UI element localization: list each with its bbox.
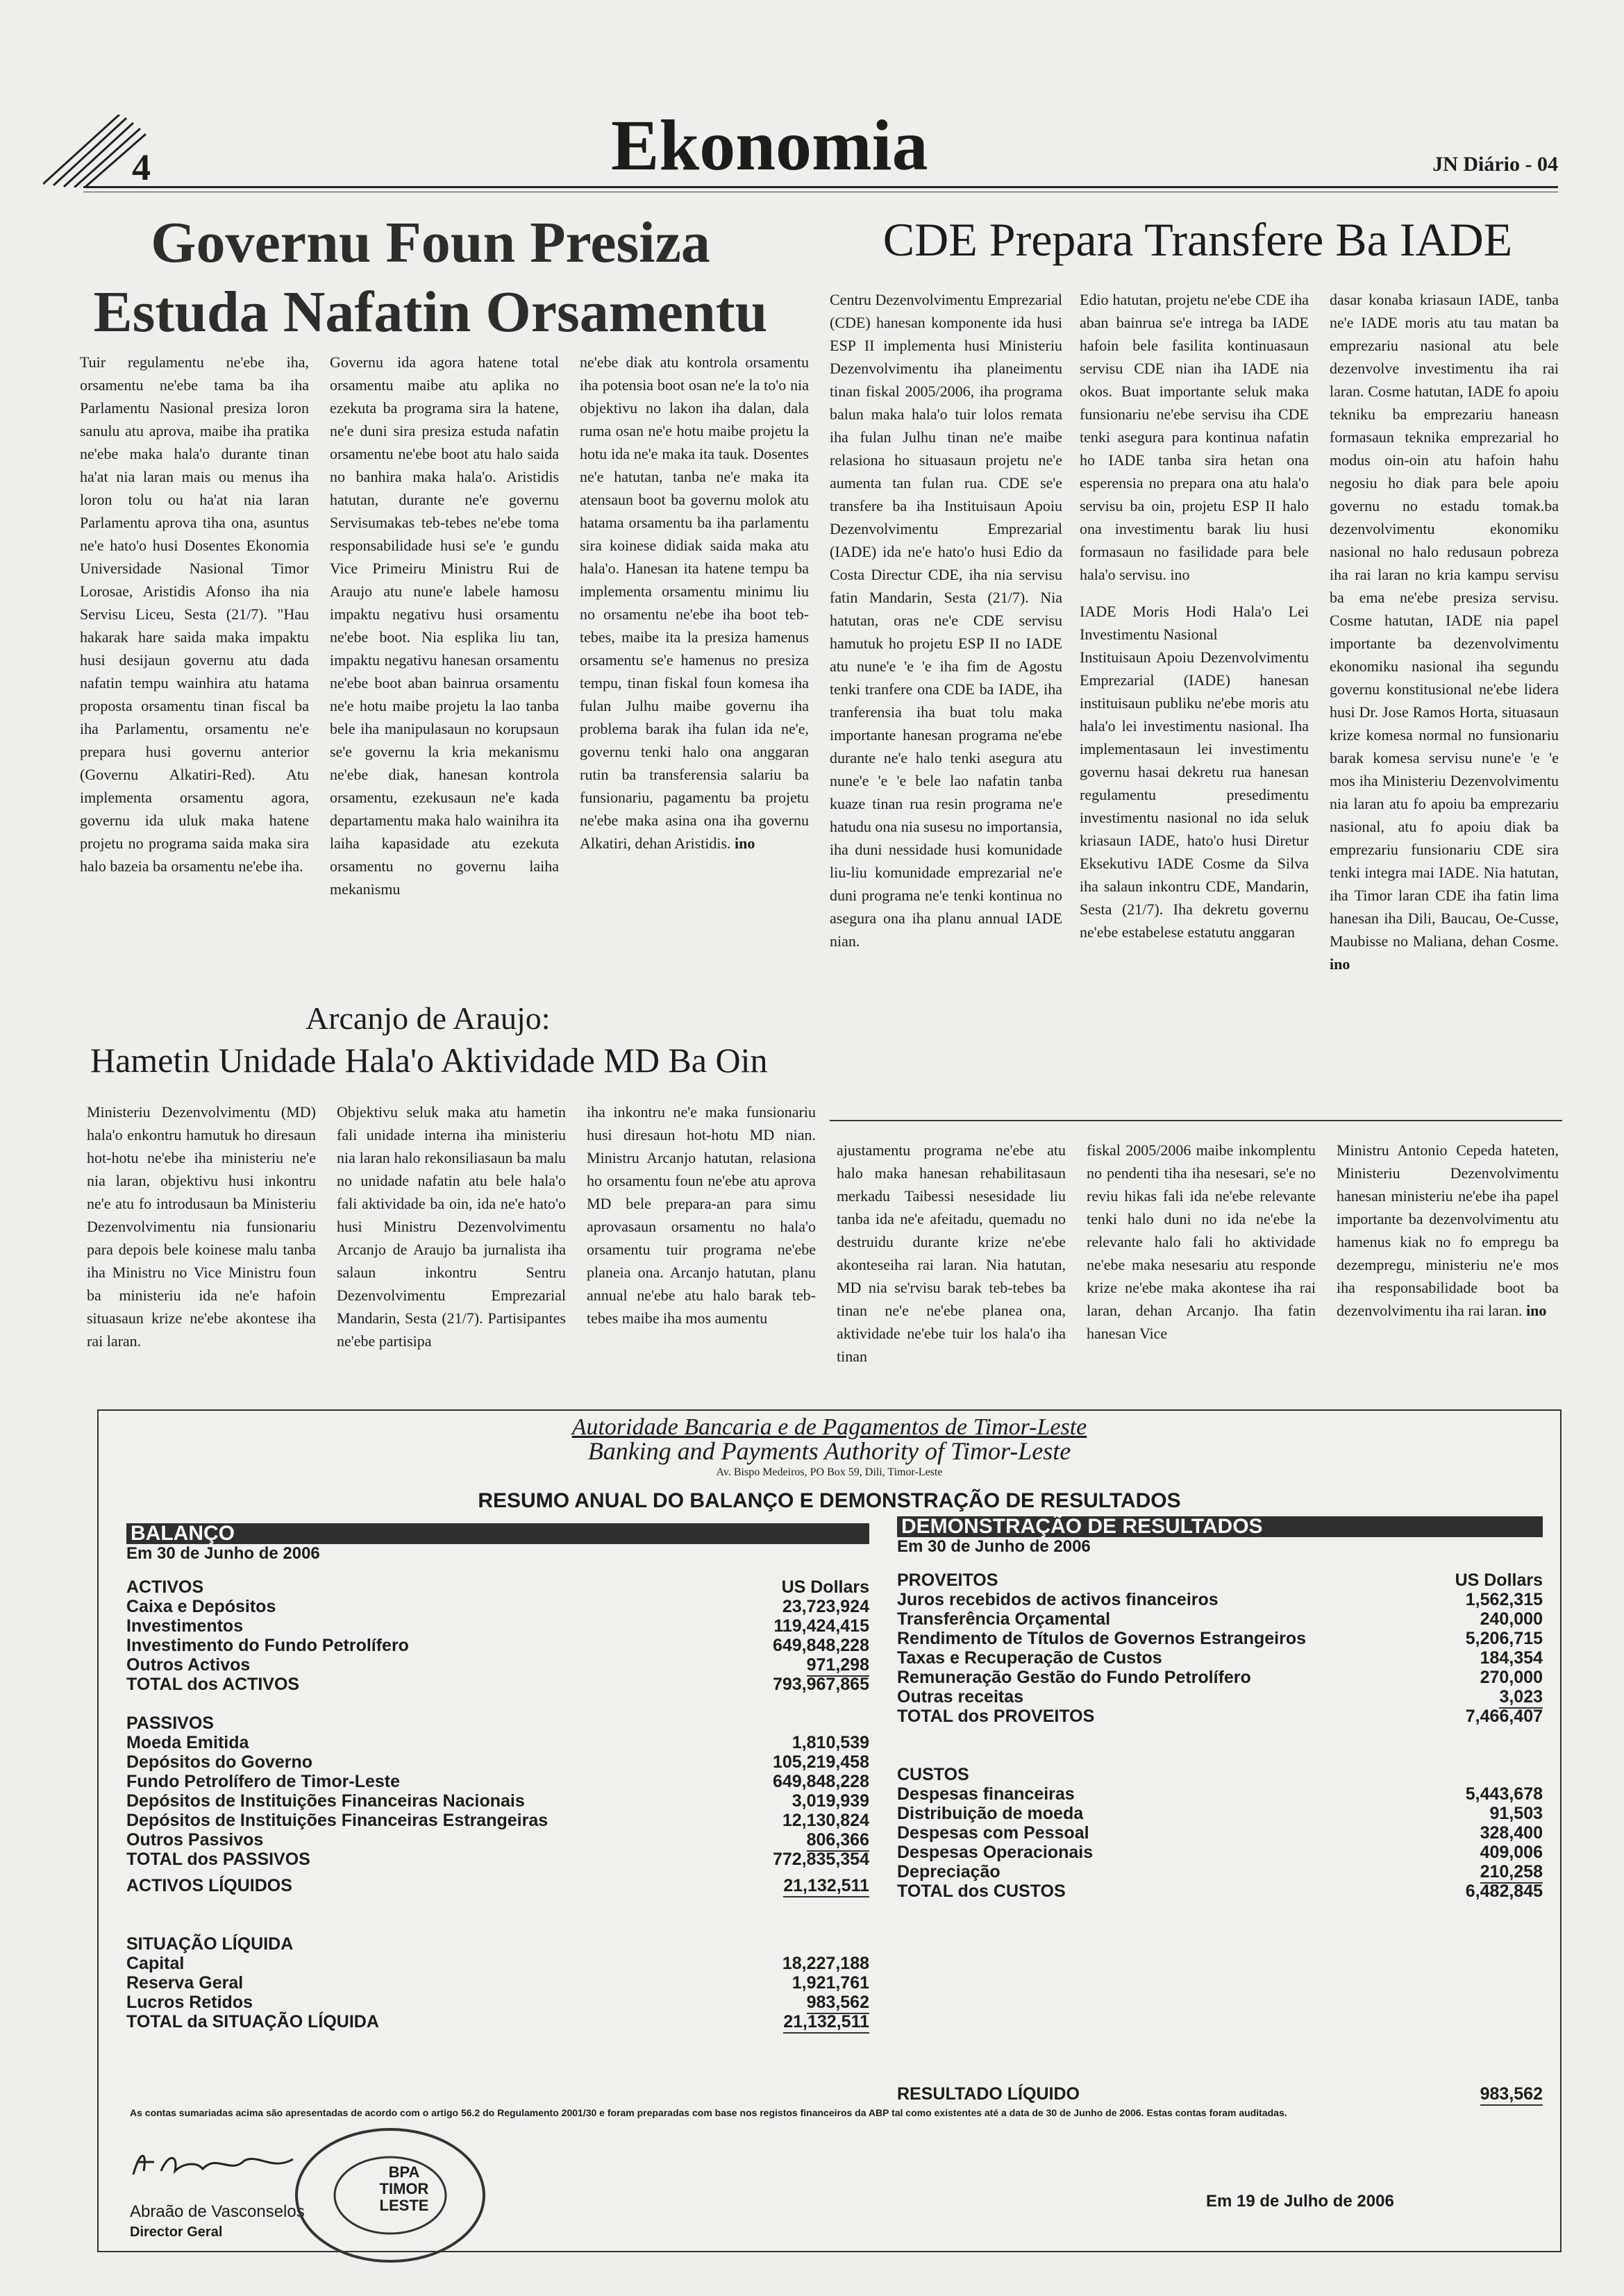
body-text: ne'ebe diak atu kontrola orsamentu iha potensia boot osan ne'e la to'o nia objektivu no lakon iha dalan, dala ruma osan ne'e hotu maibe projetu la hotu ida ne'e maka ita tauk. Dosentes ne'e hatutan, tanba ne'e maka ita atensaun boot ba governu molok atu hatama orsamentu ba iha parlamentu sira koinese didiak saida maka atu hala'o. Hanesan ita hatene tempu ba implementa orsamentu minimu liu no orsamentu ne'ebe iha boot teb-tebes, maibe ita la presiza hamenus orsamentu se'e hamenus no presiza tempu, tinan fiskal foun komesa iha fulan Julhu maibe governu iha problema barak iha fulan ida ne'e, governu tenki halo ona anggaran rutin ba transferensia salariu ba funsionariu, pagamentu ba projetu ne'ebe maka asina ona iha governu Alkatiri, dehan Aristidis.	[580, 353, 809, 852]
row-label: CUSTOS	[897, 1765, 969, 1784]
article3-column-1	[87, 1100, 316, 1352]
bank-address: Av. Bispo Medeiros, PO Box 59, Dili, Timor-Leste	[716, 1466, 943, 1478]
row-label: Lucros Retidos	[126, 1993, 253, 2012]
row-label: Depósitos de Instituições Financeiras Nacionais	[126, 1791, 525, 1811]
statement-row	[126, 1973, 869, 1993]
row-label: Despesas com Pessoal	[897, 1823, 1089, 1843]
total-row	[126, 2012, 869, 2031]
signatory-name: Abraão de Vasconselos	[130, 2202, 305, 2221]
row-value: 971,298	[807, 1655, 869, 1677]
article3-headline-line-1: Arcanjo de Araujo:	[305, 1000, 551, 1036]
income-table	[897, 1570, 1543, 2119]
row-label: Rendimento de Títulos de Governos Estrangeiros	[897, 1629, 1306, 1648]
balance-date: Em 30 de Junho de 2006	[126, 1544, 320, 1563]
row-label: Investimento do Fundo Petrolífero	[126, 1636, 409, 1655]
row-value: 649,848,228	[772, 1636, 869, 1655]
row-value: 6,482,845	[1465, 1882, 1543, 1901]
statement-row	[126, 1655, 869, 1675]
statement-row	[126, 1830, 869, 1850]
statement-row	[126, 1616, 869, 1636]
row-label: ACTIVOS LÍQUIDOS	[126, 1876, 292, 1895]
total-row	[897, 2084, 1543, 2104]
row-value: 7,466,407	[1465, 1707, 1543, 1726]
row-value: 983,562	[1480, 2084, 1543, 2106]
row-value: 12,130,824	[782, 1811, 869, 1830]
row-label: TOTAL dos PROVEITOS	[897, 1707, 1095, 1726]
statement-note: As contas sumariadas acima são apresentadas de acordo com o artigo 56.2 do Regulamento 2001/30 e foram preparadas com base nos registos financeiros da ABP tal como existentes até a data de 30 de Junho de 2006. Estas contas foram auditadas.	[130, 2107, 1287, 2118]
row-value: 772,835,354	[772, 1850, 869, 1869]
row-label: TOTAL dos CUSTOS	[897, 1882, 1066, 1901]
statement-row	[897, 1804, 1543, 1823]
article2-column-1	[830, 288, 1062, 953]
row-value: US Dollars	[1455, 1570, 1543, 1590]
signing-date: Em 19 de Julho de 2006	[1206, 2192, 1394, 2211]
article3-column-6	[1337, 1139, 1559, 1322]
row-value: 3,019,939	[792, 1791, 869, 1811]
row-label: Depósitos do Governo	[126, 1752, 313, 1772]
statement-row	[126, 1752, 869, 1772]
signoff: ino	[735, 835, 755, 852]
row-label: Distribuição de moeda	[897, 1804, 1084, 1823]
row-label: PROVEITOS	[897, 1570, 998, 1590]
statement-row	[126, 1772, 869, 1791]
article1-column-2	[330, 351, 559, 900]
bank-name-pt: Autoridade Bancaria e de Pagamentos de Timor-Leste	[571, 1414, 1087, 1440]
body-text: Instituisaun Apoiu Dezenvolvimentu Emprezarial (IADE) hanesan instituisaun publiku ne'ebe moris atu hala'o lei investimentu nasional. Iha implementasaun lei investimentu governu hasai dekretu rua hanesan regulamentu presedimentu investimentu nasional no ida seluk kriasaun IADE, hato'o husi Diretur Eksekutivu IADE Cosme da Silva iha salaun inkontru CDE, Mandarin, Sesta (21/7). Iha dekretu governu ne'ebe estabelese estatutu anggaran	[1080, 648, 1309, 941]
article3-column-4	[837, 1139, 1066, 1368]
article3-column-2	[337, 1100, 566, 1352]
section-header-row	[897, 1765, 1543, 1784]
article3-column-3	[587, 1100, 816, 1330]
article2-headline: CDE Prepara Transfere Ba IADE	[882, 213, 1513, 266]
article1-column-3	[580, 351, 809, 855]
section-header-row	[126, 1713, 869, 1733]
body-text: iha inkontru ne'e maka funsionariu husi diresaun hot-hotu MD nian. Ministru Arcanjo hatutan, relasiona ho orsamentu foun ne'ebe atu aprova MD bele prepara-an para simu aprovasaun orsamentu no hala'o orsamentu tuir programa ne'ebe planeia ona. Arcanjo hatutan, planu annual ne'ebe atu halo barak teb-tebes maibe iha mos aumentu	[587, 1103, 816, 1327]
row-label: PASSIVOS	[126, 1713, 214, 1733]
row-label: TOTAL dos PASSIVOS	[126, 1850, 310, 1869]
row-label: Transferência Orçamental	[897, 1609, 1111, 1629]
header-rule	[83, 186, 1558, 188]
article2-column-3	[1330, 288, 1559, 975]
row-value: 1,562,315	[1465, 1590, 1543, 1609]
row-value: 983,562	[807, 1993, 869, 2014]
row-value: 793,967,865	[772, 1675, 869, 1694]
statement-row	[126, 1733, 869, 1752]
row-label: Investimentos	[126, 1616, 244, 1636]
income-date: Em 30 de Junho de 2006	[897, 1537, 1091, 1556]
statement-row	[897, 1687, 1543, 1707]
body-text: Centru Dezenvolvimentu Emprezarial (CDE) hanesan komponente ida husi ESP II implementa husi Ministeriu Dezenvolvimentu iha planeimentu tinan fiskal 2005/2006, iha programa balun maka hala'o tuir lolos remata iha fulan Julhu tinan ne'e maibe relasiona ho situasaun projetu ne'e aumenta tan fulan rua. CDE se'e transfere ba iha Instituisaun Apoiu Dezenvolvimentu Emprezarial (IADE) ida ne'e hato'o husi Edio da Costa Directur CDE, iha nia servisu fatin Mandarin, Sesta (21/7). Nia hatutan, oras ne'e CDE servisu hamutuk ho projetu ESP II no IADE atu nune'e 'e 'e iha fim de Agostu tenki tranfere ona CDE ba IADE, iha tranferensia iha buat tolu maka importante hanesan programa ne'ebe durante ne'e halo tenki asegura atu nune'e 'e 'e bele lao nafatin tanba kuaze tinan rua resin programa ne'e hatudu ona nia susesu no importansia, iha duni nessidade husi komunidade liu-liu komunidade emprezarial ne'e duni programa ne'e tenki kontinua no asegura ona iha planu annual IADE nian.	[830, 291, 1062, 950]
issue-label: JN Diário - 04	[1432, 153, 1558, 176]
body-text: Tuir regulamentu ne'ebe iha, orsamentu ne'ebe tama ba iha Parlamentu Nasional presiza loron sanulu atu aprova, maibe iha pratika ne'ebe maka hala'o durante tinan ha'at nia laran mais ou menus iha loron tolu ou ha'at nia laran Parlamentu aprova tiha ona, asuntus ne'e hato'o husi Dosentes Ekonomia Universidade Nasional Timor Lorosae, Aristidis Afonso iha nia Servisu Liceu, Sesta (21/7). "Hau hakarak hare saida maka impaktu husi desijaun governu atu dada nafatin tempu wainhira atu hatama proposta orsamentu tinan fiscal ba iha Parlamentu, orsamentu ne'e prepara husi governu anterior (Governu Alkatiri-Red). Atu implementa orsamentu agora, governu ida uluk maka hatene projetu no programa saida maka sira halo bazeia ba orsamentu ne'ebe iha.	[80, 353, 309, 875]
statement-row	[897, 1629, 1543, 1648]
article1-column-1	[80, 351, 309, 878]
row-value: US Dollars	[781, 1577, 869, 1597]
statement-row	[897, 1609, 1543, 1629]
statement-row	[897, 1668, 1543, 1687]
row-label: Despesas financeiras	[897, 1784, 1075, 1804]
statement-row	[126, 1597, 869, 1616]
row-value: 18,227,188	[782, 1954, 869, 1973]
row-value: 649,848,228	[772, 1772, 869, 1791]
row-label: ACTIVOS	[126, 1577, 204, 1597]
page-number: 4	[132, 146, 151, 188]
row-value: 210,258	[1480, 1862, 1543, 1884]
total-row	[126, 1850, 869, 1869]
section-header-row	[126, 1934, 869, 1954]
statement-row	[897, 1784, 1543, 1804]
body-text: fiskal 2005/2006 maibe inkomplentu no pendenti tiha iha nesesari, se'e no reviu hikas fali ida ne'ebe relevante tenki halo duni no ida ne'ebe la relevante halo fali ho aktividade ne'ebe maka nesesariu atu responde krize ne'ebe maka akontese iha rai laran, dehan Arcanjo. Iha fatin hanesan Vice	[1087, 1141, 1316, 1342]
row-label: Depósitos de Instituições Financeiras Estrangeiras	[126, 1811, 549, 1830]
bank-name-en: Banking and Payments Authority of Timor-Leste	[587, 1437, 1071, 1465]
total-row	[897, 1882, 1543, 1901]
signoff: ino	[1526, 1302, 1547, 1319]
section-header-row	[897, 1570, 1543, 1590]
statement-row	[897, 1590, 1543, 1609]
column-rule	[830, 1120, 1562, 1121]
financial-statement-notice	[97, 1409, 1562, 2252]
statement-row	[897, 1843, 1543, 1862]
row-value: 409,006	[1480, 1843, 1543, 1862]
body-text: Ministru Antonio Cepeda hateten, Ministeriu Dezenvolvimentu hanesan ministeriu ne'ebe iha papel importante ba dezenvolvimentu atu hamenus kiak no fo empregu ba dezempregu, ministeriu ne'e mos iha responsabilidade boot ba dezenvolvimentu iha rai laran.	[1337, 1141, 1559, 1319]
row-value: 806,366	[807, 1830, 869, 1852]
row-label: TOTAL da SITUAÇÃO LÍQUIDA	[126, 2012, 379, 2031]
row-label: Reserva Geral	[126, 1973, 244, 1993]
row-value: 1,810,539	[792, 1733, 869, 1752]
section-header-row	[126, 1577, 869, 1597]
row-label: Fundo Petrolífero de Timor-Leste	[126, 1772, 401, 1791]
statement-row	[126, 1811, 869, 1830]
body-text: Ministeriu Dezenvolvimentu (MD) hala'o enkontru hamutuk ho diresaun hot-hotu ne'ebe iha ministeriu ne'e nia laran, objektivu husi inkontru ne'e atu fo introdusaun ba Ministeriu Dezenvolvimentu nia funsionariu para depois bele koinese malu tanba iha Ministru no Vice Ministru foun ba ministeriu ida ne'e hafoin situasaun krize ne'ebe akontese iha rai laran.	[87, 1103, 316, 1350]
row-label: Depreciação	[897, 1862, 1001, 1882]
income-statement	[897, 1516, 1543, 2119]
statement-row	[126, 1636, 869, 1655]
balance-table	[126, 1577, 869, 2119]
row-value: 105,219,458	[772, 1752, 869, 1772]
row-value: 3,023	[1499, 1687, 1543, 1709]
row-label: Despesas Operacionais	[897, 1843, 1094, 1862]
statement-row	[126, 1791, 869, 1811]
article3-headline-line-2: Hametin Unidade Hala'o Aktividade MD Ba Oin	[90, 1041, 768, 1080]
signatory-title: Director Geral	[130, 2224, 223, 2240]
total-row	[897, 1707, 1543, 1726]
row-value: 23,723,924	[782, 1597, 869, 1616]
statement-row	[126, 1954, 869, 1973]
body-text: ajustamentu programa ne'ebe atu halo maka hanesan rehabilitasaun merkadu Taibessi nesesidade liu tanba ida ne'e afeitadu, quemadu no destruidu durante krize ne'ebe akonteseiha rai laran. Nia hatutan, MD nia se'rvisu barak teb-tebes ba tinan ne'e ne'ebe planea ona, aktividade ne'ebe tuir los hala'o iha tinan	[837, 1141, 1066, 1365]
row-label: Taxas e Recuperação de Custos	[897, 1648, 1162, 1668]
row-value: 91,503	[1489, 1804, 1543, 1823]
income-header: DEMONSTRAÇÃO DE RESULTADOS	[897, 1516, 1543, 1537]
body-text: Edio hatutan, projetu ne'ebe CDE iha aban bainrua se'e intrega ba IADE hafoin bele fasilita kontinuasaun servisu CDE nian iha IADE nia okos. Buat importante seluk maka funsionariu ne'ebe servisu iha CDE tenki asegura para kontinua nafatin ho IADE tanba sira hetan ona esperensia no prepara ona atu hala'o servisu ba oin, projetu ESP II halo ona investimentu barak liu husi formasaun no fasilidade para bele hala'o servisu. ino	[1080, 291, 1309, 583]
body-text: Governu ida agora hatene total orsamentu maibe atu aplika no ezekuta ba programa sira la hatene, ne'e duni sira presiza estuda nafatin orsamentu ne'ebe boot atu halo saida no banhira maka hala'o. Aristidis hatutan, durante ne'e governu Servisumakas teb-tebes ne'ebe toma responsabilidade husi se'e 'e gundu Vice Primeiru Ministru Rui de Araujo atu nune'e labele hamosu impaktu negativu husi orsamentu ne'ebe boot. Nia esplika liu tan, impaktu negativu hanesan orsamentu ne'ebe boot aban bainrua orsamentu ne'e hotu maibe projetu la lao tanba bele iha manipulasaun no korupsaun se'e governu la kria mekanismu ne'ebe diak, hanesan kontrola orsamentu, ezekusaun ne'e kada departamentu maka halo wainihra ita laiha kapasidade atu ezekuta orsamentu no governu laiha mekanismu	[330, 353, 559, 898]
row-label: RESULTADO LÍQUIDO	[897, 2084, 1080, 2104]
body-text: dasar konaba kriasaun IADE, tanba ne'e IADE moris atu tau matan ba emprezariu nasional atu bele dezenvolve investimentu iha rai laran. Cosme hatutan, IADE fo apoiu tekniku ba emprezariu haneasn formasaun teknika emprezarial ho modus oin-oin atu hafoin hahu negosiu ho diak para bele apoiu governu no estadu tomak.ba dezenvolvimentu ekonomiku nasional no halo redusaun pobreza iha rai laran no kria kampu servisu ba ema ne'ebe presiza servisu. Cosme hatutan, IADE nia papel importante ba dezenvolvimentu ekonomiku nasional iha segundu governu konstitusional ne'ebe lidera husi Dr. Jose Ramos Horta, situasaun krize komesa normal no funsionariu barak komesa servisu nune'e 'e 'e mos iha Ministeriu Dezenvolvimentu nia laran atu fo apoiu ba emprezariu nasional, atu fo apoiu diak ba emprezariu funsionariu CDE sira tenki integra mai IADE. Nia hatutan, iha Timor laran CDE iha fatin lima hanesan iha Dili, Baucau, Oe-Cusse, Maubisse no Maliana, dehan Cosme.	[1330, 291, 1559, 950]
row-value: 240,000	[1480, 1609, 1543, 1629]
subhead: IADE Moris Hodi Hala'o Lei Investimentu Nasional	[1080, 603, 1309, 643]
row-value: 1,921,761	[792, 1973, 869, 1993]
row-label: Outros Passivos	[126, 1830, 264, 1850]
article1-headline	[66, 208, 795, 347]
row-value: 21,132,511	[783, 2012, 869, 2034]
statement-row	[897, 1648, 1543, 1668]
stamp-text: BPA TIMOR LESTE	[379, 2163, 429, 2214]
row-label: SITUAÇÃO LÍQUIDA	[126, 1934, 294, 1954]
row-label: Outras receitas	[897, 1687, 1024, 1707]
row-label: TOTAL dos ACTIVOS	[126, 1675, 300, 1694]
row-value: 5,443,678	[1465, 1784, 1543, 1804]
headline-line: Governu Foun Presiza	[151, 210, 710, 275]
row-value: 270,000	[1480, 1668, 1543, 1687]
statement-row	[897, 1862, 1543, 1882]
row-value: 119,424,415	[773, 1616, 869, 1636]
balance-sheet	[126, 1523, 869, 2119]
total-row	[126, 1876, 869, 1895]
headline-line: Estuda Nafatin Orsamentu	[93, 280, 768, 344]
row-label: Capital	[126, 1954, 185, 1973]
row-label: Caixa e Depósitos	[126, 1597, 276, 1616]
row-value: 184,354	[1480, 1648, 1543, 1668]
row-label: Remuneração Gestão do Fundo Petrolífero	[897, 1668, 1251, 1687]
row-label: Juros recebidos de activos financeiros	[897, 1590, 1219, 1609]
statement-row	[897, 1823, 1543, 1843]
row-label: Moeda Emitida	[126, 1733, 249, 1752]
signoff: ino	[1330, 955, 1350, 973]
total-row	[126, 1675, 869, 1694]
row-value: 21,132,511	[783, 1876, 869, 1897]
statement-row	[126, 1993, 869, 2012]
statement-title: RESUMO ANUAL DO BALANÇO E DEMONSTRAÇÃO DE RESULTADOS	[478, 1489, 1181, 1512]
article3-column-5	[1087, 1139, 1316, 1345]
section-title: Ekonomia	[611, 106, 928, 185]
article2-column-2	[1080, 288, 1309, 944]
balance-header: BALANÇO	[126, 1523, 869, 1544]
body-text: Objektivu seluk maka atu hametin fali unidade interna iha ministeriu nia laran halo rekonsiliasaun ba malu no unidade nafatin atu bele hala'o fali aktividade ba oin, ida ne'e hato'o husi Ministru Dezenvolvimentu Arcanjo de Araujo ba jurnalista iha salaun inkontru Sentru Dezenvolvimentu Emprezarial Mandarin, Sesta (21/7). Partisipantes ne'ebe partisipa	[337, 1103, 566, 1350]
row-value: 328,400	[1480, 1823, 1543, 1843]
row-label: Outros Activos	[126, 1655, 251, 1675]
row-value: 5,206,715	[1465, 1629, 1543, 1648]
